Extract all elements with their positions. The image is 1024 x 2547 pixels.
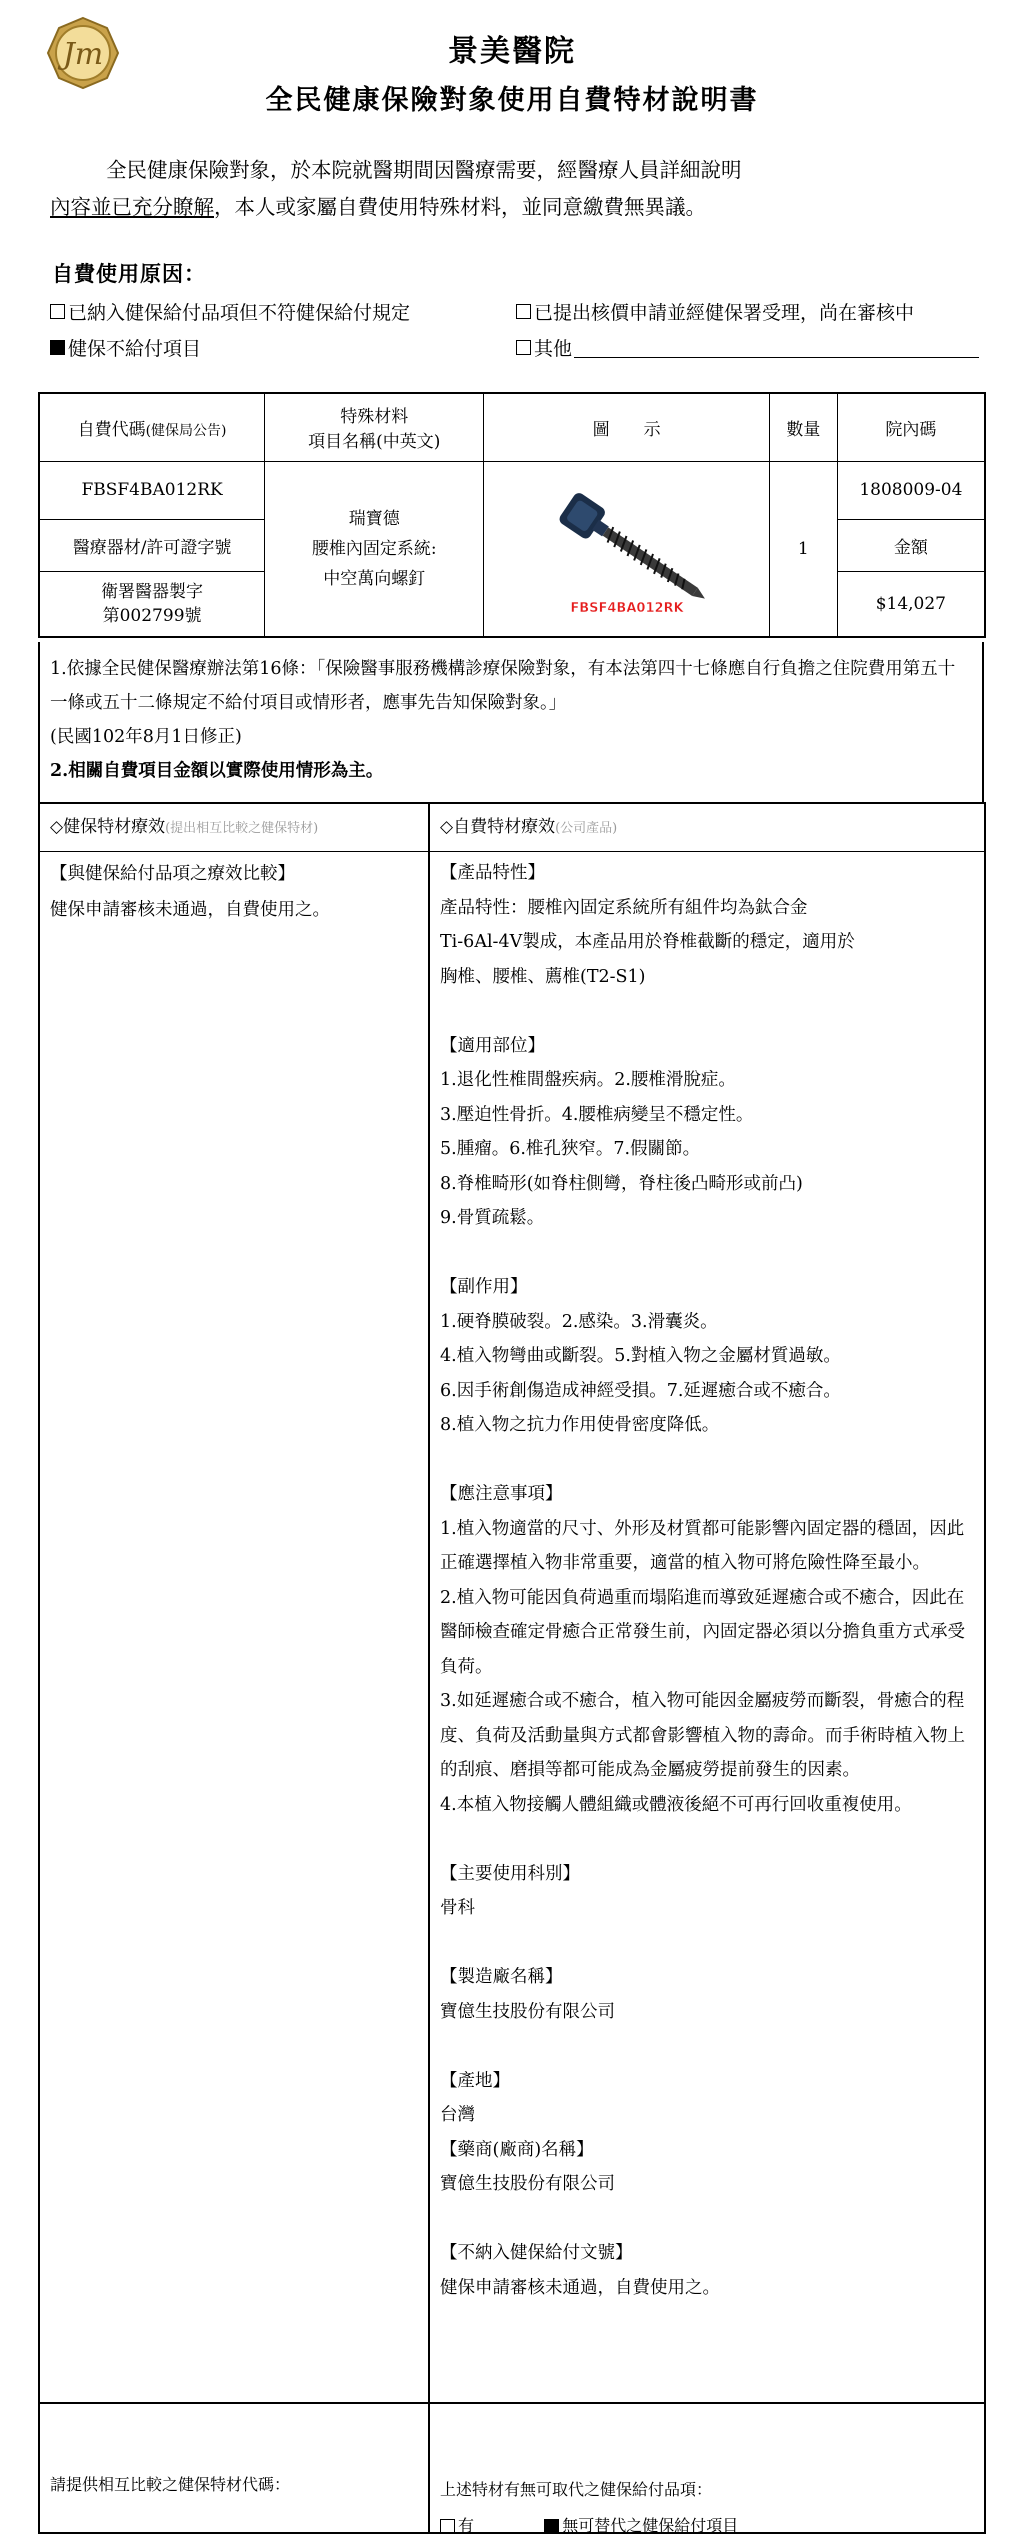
header-name: 特殊材料 項目名稱(中英文) bbox=[265, 393, 484, 461]
checkbox-checked[interactable] bbox=[544, 2519, 559, 2534]
hospital-name: 景美醫院 bbox=[448, 34, 576, 69]
reason-option-4-label: 其他 bbox=[534, 338, 573, 360]
section-title: 【製造廠名稱】 bbox=[440, 1967, 563, 1987]
substitute-question bbox=[440, 2472, 980, 2547]
reason-option-3-label: 健保不給付項目 bbox=[68, 338, 202, 360]
text-paragraph: 1.植入物適當的尺寸、外形及材質都可能影響內固定器的穩固，因此正確選擇植入物非常重要，適當的植入物可將危險性降至最小。 bbox=[440, 1518, 965, 1573]
note-2: 2.相關自費項目金額以實際使用情形為主。 bbox=[50, 761, 384, 781]
section-title: 【應注意事項】 bbox=[440, 1484, 563, 1504]
checkbox-empty[interactable] bbox=[440, 2519, 455, 2534]
text-line: 產品特性：腰椎內固定系統所有組件均為鈦合金 bbox=[440, 897, 808, 918]
text-paragraph: 2.植入物可能因負荷過重而塌陷進而導致延遲癒合或不癒合，因此在醫師檢查確定骨癒合正常發生前，內固定器必須以分擔負重方式承受負荷。 bbox=[440, 1587, 965, 1677]
text-line: 健保申請審核未通過，自費使用之。 bbox=[440, 2277, 720, 2298]
item-table bbox=[38, 392, 986, 638]
item-hosp-code: 1808009-04 bbox=[837, 461, 985, 519]
document-title: 全民健康保險對象使用自費特材說明書 bbox=[265, 85, 759, 116]
text-line: 1.硬脊膜破裂。2.感染。3.滑囊炎。 bbox=[440, 1311, 718, 1332]
nhi-code-prompt: 請提供相互比較之健保特材代碼： bbox=[50, 2475, 291, 2494]
reason-option-1-label: 已納入健保給付品項但不符健保給付規定 bbox=[68, 302, 411, 324]
text-line: 5.腫瘤。6.椎孔狹窄。7.假關節。 bbox=[440, 1139, 701, 1159]
reason-option-3[interactable] bbox=[50, 334, 201, 361]
license-label: 醫療器材/許可證字號 bbox=[39, 519, 265, 571]
image-caption: FBSF4BA012RK bbox=[569, 601, 684, 617]
other-reason-line[interactable] bbox=[574, 337, 979, 358]
reason-title: 自費使用原因： bbox=[52, 261, 206, 286]
amount-label: 金額 bbox=[837, 519, 985, 571]
legal-notes bbox=[38, 642, 984, 802]
text-line: 8.脊椎畸形(如脊柱側彎，脊柱後凸畸形或前凸) bbox=[440, 1173, 803, 1194]
reason-option-2[interactable] bbox=[516, 298, 914, 325]
substitute-no-option[interactable] bbox=[544, 2508, 738, 2544]
option-label: 有 bbox=[458, 2516, 475, 2535]
nhi-compare-title: 【與健保給付品項之療效比較】 bbox=[50, 864, 295, 884]
header-hosp-code: 院內碼 bbox=[837, 393, 985, 461]
pedicle-screw-image bbox=[527, 472, 727, 620]
section-title: 【藥商(廠商)名稱】 bbox=[440, 2139, 594, 2160]
reason-option-2-label: 已提出核價申請並經健保署受理，尚在審核中 bbox=[534, 302, 915, 324]
logo-text: Jm bbox=[62, 37, 104, 72]
text-line: 6.因手術創傷造成神經受損。7.延遲癒合或不癒合。 bbox=[440, 1380, 841, 1401]
checkbox-empty[interactable] bbox=[516, 340, 531, 355]
item-name: 瑞寶德 腰椎內固定系統: 中空萬向螺釘 bbox=[265, 461, 484, 637]
selfpay-column-body bbox=[440, 856, 980, 2305]
text-line: 3.壓迫性骨折。4.腰椎病變呈不穩定性。 bbox=[440, 1104, 754, 1125]
note-1-date: (民國102年8月1日修正) bbox=[50, 727, 242, 747]
checkbox-empty[interactable] bbox=[50, 304, 65, 319]
text-line: 9.骨質疏鬆。 bbox=[440, 1208, 545, 1228]
option-label: 無可替代之健保給付項目 bbox=[562, 2516, 739, 2535]
nhi-column-header: ◇健保特材療效(提出相互比較之健保特材) bbox=[40, 804, 428, 852]
selfpay-column bbox=[428, 802, 986, 2534]
text-paragraph: 4.本植入物接觸人體組織或體液後絕不可再行回收重複使用。 bbox=[440, 1794, 912, 1815]
header-qty: 數量 bbox=[769, 393, 837, 461]
header-image: 圖 示 bbox=[484, 393, 770, 461]
comparison-section bbox=[38, 802, 986, 2534]
text-line: 8.植入物之抗力作用使骨密度降低。 bbox=[440, 1415, 720, 1435]
item-code: FBSF4BA012RK bbox=[39, 461, 265, 519]
checkbox-empty[interactable] bbox=[516, 304, 531, 319]
text-line: 台灣 bbox=[440, 2105, 475, 2125]
section-title: 【不納入健保給付文號】 bbox=[440, 2243, 633, 2263]
text-line: 骨科 bbox=[440, 1898, 475, 1918]
text-line: 寶億生技股份有限公司 bbox=[440, 2174, 615, 2194]
intro-paragraph bbox=[50, 152, 980, 226]
reason-option-4[interactable] bbox=[516, 334, 979, 361]
reason-option-1[interactable] bbox=[50, 298, 410, 325]
selfpay-column-header: ◇自費特材療效(公司產品) bbox=[430, 804, 984, 852]
text-paragraph: 3.如延遲癒合或不癒合，植入物可能因金屬疲勞而斷裂，骨癒合的程度、負荷及活動量與方式都會影響植入物的壽命。而手術時植入物上的刮痕、磨損等都可能成為金屬疲勞提前發生的因素。 bbox=[440, 1691, 965, 1780]
intro-line2: ，本人或家屬自費使用特殊材料，並同意繳費無異議。 bbox=[214, 195, 706, 219]
nhi-compare-text: 健保申請審核未通過，自費使用之。 bbox=[50, 900, 330, 920]
item-image bbox=[484, 461, 770, 637]
text-line: Ti-6Al-4V製成，本產品用於脊椎截斷的穩定，適用於 bbox=[440, 932, 855, 952]
bottom-divider-left bbox=[40, 2402, 428, 2404]
checkbox-checked[interactable] bbox=[50, 340, 65, 355]
substitute-question-text: 上述特材有無可取代之健保給付品項： bbox=[440, 2480, 713, 2499]
section-title: 【產品特性】 bbox=[440, 863, 545, 883]
license-number: 衛署醫器製字 第002799號 bbox=[39, 571, 265, 637]
section-title: 【主要使用科別】 bbox=[440, 1863, 580, 1884]
section-title: 【副作用】 bbox=[440, 1277, 528, 1297]
nhi-column-body bbox=[50, 856, 422, 928]
section-title: 【適用部位】 bbox=[440, 1035, 545, 1056]
nhi-column bbox=[38, 802, 430, 2534]
amount-value: $14,027 bbox=[837, 571, 985, 637]
substitute-yes-option[interactable] bbox=[440, 2508, 474, 2544]
text-line: 寶億生技股份有限公司 bbox=[440, 2001, 615, 2022]
item-qty: 1 bbox=[769, 461, 837, 637]
intro-underlined: 內容並已充分瞭解 bbox=[50, 195, 214, 219]
header-code: 自費代碼(健保局公告) bbox=[39, 393, 265, 461]
bottom-divider-right bbox=[430, 2402, 984, 2404]
note-1: 1.依據全民健保醫療辦法第16條：「保險醫事服務機構診療保險對象，有本法第四十七條應自行負擔之住院費用第五十一條或五十二條規定不給付項目或情形者，應事先告知保險對象。」 bbox=[50, 659, 956, 713]
text-line: 1.退化性椎間盤疾病。2.腰椎滑脫症。 bbox=[440, 1070, 736, 1090]
text-line: 胸椎、腰椎、薦椎(T2-S1) bbox=[440, 966, 646, 987]
intro-line1: 全民健康保險對象，於本院就醫期間因醫療需要，經醫療人員詳細說明 bbox=[106, 158, 742, 182]
text-line: 4.植入物彎曲或斷裂。5.對植入物之金屬材質過敏。 bbox=[440, 1346, 841, 1366]
section-title: 【產地】 bbox=[440, 2070, 510, 2091]
